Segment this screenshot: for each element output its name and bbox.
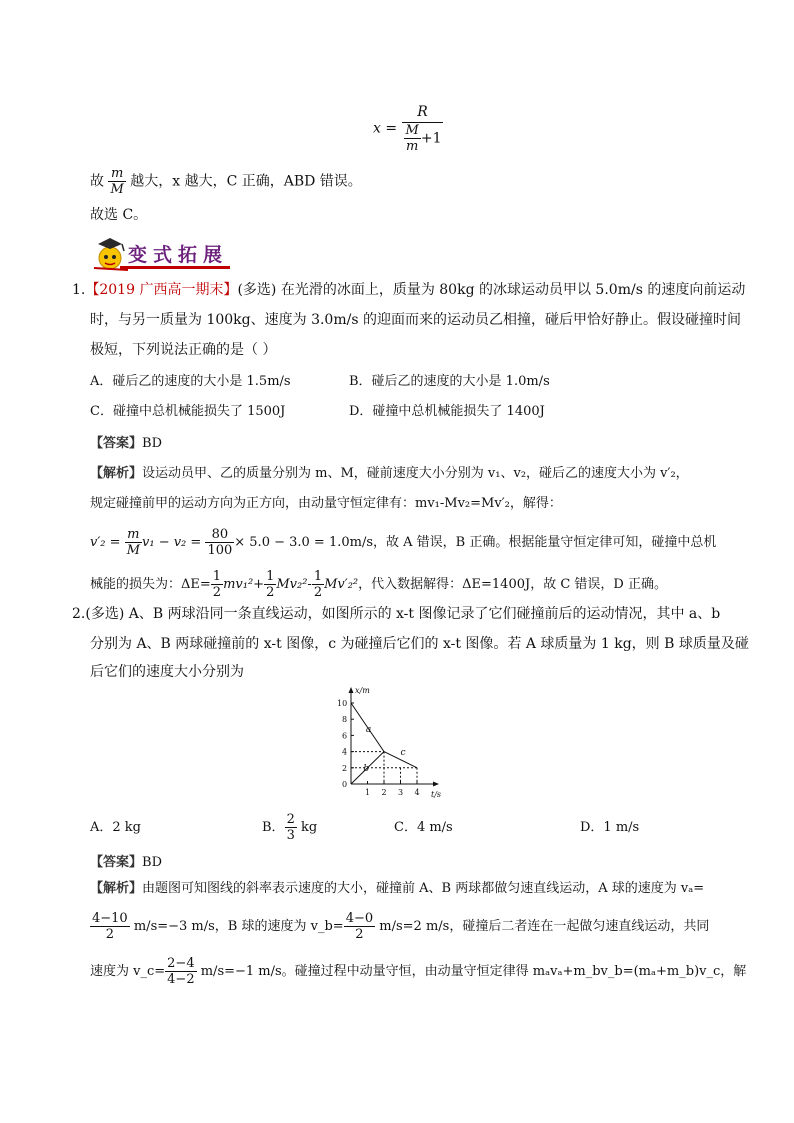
conclusion-frac-num: m bbox=[108, 166, 125, 182]
q1-analysis-line2: 规定碰撞前甲的运动方向为正方向，由动量守恒定律有：mv₁-Mv₂=Mv′₂，解得： bbox=[90, 496, 562, 511]
y-tick-label: 10 bbox=[337, 699, 348, 708]
q2-vb-fraction bbox=[344, 911, 375, 942]
formula-numerator: R bbox=[402, 103, 444, 123]
q1-option-b: B．碰后乙的速度的大小是 1.0m/s bbox=[349, 374, 550, 389]
q1-analysis-label: 【解析】 bbox=[90, 466, 143, 481]
q2-va-den: 2 bbox=[105, 927, 114, 942]
q2-optb-prefix: B． bbox=[262, 820, 285, 835]
q2-line2: 分别为 A、B 两球碰撞前的 x-t 图像，c 为碰撞后它们的 x-t 图像。若 A 球质量为 1 kg，则 B 球质量及碰 bbox=[90, 636, 749, 652]
half-den: 2 bbox=[266, 585, 275, 600]
series-label-c: c bbox=[400, 747, 406, 758]
q2-analysis-text3: m/s=2 m/s，碰撞后二者连在一起做匀速直线运动，共同 bbox=[379, 919, 710, 934]
q2-vb-num: 4−0 bbox=[345, 911, 374, 926]
q1-eq-tail: ，故 A 错误，B 正确。根据能量守恒定律可知，碰撞中总机 bbox=[373, 535, 717, 550]
q2-number: 2. bbox=[72, 606, 86, 622]
formula-inner-fraction bbox=[404, 123, 421, 154]
q2-analysis-text2: m/s=−3 m/s，B 球的速度为 v_b= bbox=[133, 919, 344, 934]
conclusion-rest: 越大，x 越大，C 正确，ABD 错误。 bbox=[130, 173, 362, 190]
y-tick-label: 4 bbox=[342, 747, 348, 757]
conclusion-line bbox=[90, 166, 362, 197]
y-axis-label: x/m bbox=[355, 686, 370, 695]
q1-half-3 bbox=[312, 569, 324, 600]
conclusion-frac-den: M bbox=[110, 182, 124, 197]
q1-eq-frac2 bbox=[205, 527, 234, 558]
q1-frac2-num: 80 bbox=[205, 527, 234, 543]
y-tick-label: 0 bbox=[342, 780, 348, 789]
q2-analysis-text4: m/s=−1 m/s。碰撞过程中动量守恒，由动量守恒定律得 mₐvₐ+m_bv_b=(mₐ+m_b)v_c，解 bbox=[200, 964, 747, 979]
x-tick-label: 4 bbox=[414, 788, 420, 797]
series-label-b: b bbox=[363, 764, 370, 775]
q1-number: 1. bbox=[72, 282, 86, 298]
y-tick-label: 8 bbox=[342, 715, 348, 725]
q2-vc-head: 速度为 v_c= bbox=[90, 964, 166, 979]
y-axis-arrow bbox=[349, 687, 354, 693]
inner-den: m bbox=[406, 139, 419, 154]
x-tick-label: 2 bbox=[381, 788, 387, 797]
x-axis-label: t/s bbox=[431, 790, 442, 799]
q1-analysis-text1: 设运动员甲、乙的质量分别为 m、M，碰前速度大小分别为 v₁、v₂，碰后乙的速度大小为 v′₂， bbox=[142, 466, 689, 481]
half-num: 1 bbox=[212, 569, 222, 584]
inner-num: M bbox=[405, 123, 419, 138]
formula-top bbox=[373, 103, 443, 154]
x-tick-label: 1 bbox=[365, 788, 371, 797]
q2-analysis-label: 【解析】 bbox=[90, 881, 143, 896]
q1-energy-head: 械能的损失为：ΔE= bbox=[90, 577, 211, 592]
q2-text1: (多选) A、B 两球沿同一条直线运动，如图所示的 x-t 图像记录了它们碰撞前后的运动情况，其中 a、b bbox=[85, 606, 721, 622]
q1-option-d: D．碰撞中总机械能损失了 1400J bbox=[349, 404, 545, 419]
q1-frac1-den: M bbox=[126, 543, 140, 558]
q2-va-fraction bbox=[90, 911, 130, 942]
banner-title: 变式拓展 bbox=[128, 244, 229, 266]
conclusion-prefix: 故 bbox=[90, 173, 104, 190]
y-tick-label: 2 bbox=[342, 763, 348, 773]
half-den: 2 bbox=[313, 585, 323, 600]
q2-line1 bbox=[72, 604, 720, 624]
q1-frac1-num: m bbox=[125, 527, 142, 543]
formula-lhs: x = bbox=[373, 120, 398, 137]
series-label-a: a bbox=[365, 725, 372, 736]
q2-optb-unit: kg bbox=[300, 820, 318, 835]
q1-term2: Mv₂²- bbox=[276, 577, 312, 592]
q1-energy-tail: ，代入数据解得：ΔE=1400J，故 C 错误，D 正确。 bbox=[358, 577, 667, 592]
q1-option-a: A．碰后乙的速度的大小是 1.5m/s bbox=[90, 374, 291, 389]
section-banner bbox=[90, 234, 230, 272]
q2-optb-fraction bbox=[285, 812, 297, 843]
q1-half-2 bbox=[264, 569, 276, 600]
q2-vc-num: 2−4 bbox=[167, 956, 195, 971]
q1-eq-rest: × 5.0 − 3.0 = 1.0m/s bbox=[234, 535, 374, 550]
select-line: 故选 C。 bbox=[90, 207, 148, 223]
q1-term3: Mv′₂² bbox=[324, 577, 359, 592]
q1-answer-value: BD bbox=[142, 436, 162, 451]
q1-analysis-line3 bbox=[90, 527, 716, 558]
q1-line1 bbox=[72, 280, 745, 300]
q1-eq-frac1 bbox=[125, 527, 142, 558]
q2-analysis-line3 bbox=[90, 956, 746, 987]
q1-analysis-line4 bbox=[90, 569, 667, 600]
q2-analysis-line2 bbox=[90, 911, 709, 942]
q2-optb-num: 2 bbox=[286, 812, 295, 827]
xt-chart bbox=[325, 684, 465, 802]
q2-vc-den: 4−2 bbox=[167, 972, 195, 987]
conclusion-fraction bbox=[108, 166, 125, 197]
q1-eq-mid: v₁ − v₂ = bbox=[142, 535, 202, 550]
half-num: 1 bbox=[313, 569, 323, 584]
q2-vc-fraction bbox=[165, 956, 196, 987]
banner-underline bbox=[120, 266, 230, 269]
formula-plus-one: +1 bbox=[420, 130, 442, 147]
q2-option-c: C．4 m/s bbox=[394, 820, 453, 835]
q2-analysis-line1 bbox=[90, 879, 704, 899]
q1-frac2-den: 100 bbox=[207, 543, 233, 558]
q2-line3: 后它们的速度大小分别为 bbox=[90, 664, 244, 680]
q1-term1: mv₁²+ bbox=[223, 577, 265, 592]
q1-answer-label: 【答案】 bbox=[90, 436, 143, 451]
q2-vb-den: 2 bbox=[355, 927, 364, 942]
formula-fraction bbox=[402, 103, 444, 154]
q2-va-num: 4−10 bbox=[92, 911, 128, 926]
q2-optb-den: 3 bbox=[286, 828, 295, 843]
q2-analysis-text1: 由题图可知图线的斜率表示速度的大小，碰撞前 A、B 两球都做匀速直线运动，A 球的速度为 vₐ= bbox=[142, 881, 705, 896]
q1-analysis-line1 bbox=[90, 464, 689, 484]
q1-source: 【2019 广西高一期末】 bbox=[85, 282, 238, 298]
q2-answer-value: BD bbox=[142, 855, 162, 870]
x-tick-label: 3 bbox=[398, 788, 404, 797]
q2-option-a: A．2 kg bbox=[90, 820, 141, 835]
x-axis-arrow bbox=[433, 782, 439, 787]
q1-answer bbox=[90, 434, 162, 454]
q1-line2: 时，与另一质量为 100kg、速度为 3.0m/s 的迎面而来的运动员乙相撞，碰后甲恰好静止。假设碰撞时间 bbox=[90, 312, 741, 328]
q1-eq-lhs: v′₂ = bbox=[90, 535, 121, 550]
q1-line3: 极短，下列说法正确的是（ ） bbox=[90, 342, 277, 358]
half-num: 1 bbox=[266, 569, 275, 584]
q2-option-b bbox=[262, 812, 317, 843]
half-den: 2 bbox=[212, 585, 222, 600]
q1-half-1 bbox=[211, 569, 223, 600]
q1-option-c: C．碰撞中总机械能损失了 1500J bbox=[90, 404, 286, 419]
y-tick-label: 6 bbox=[342, 731, 348, 741]
q2-answer bbox=[90, 853, 162, 873]
q2-option-d: D．1 m/s bbox=[580, 820, 640, 835]
q2-answer-label: 【答案】 bbox=[90, 855, 143, 870]
q1-text1: (多选) 在光滑的冰面上，质量为 80kg 的冰球运动员甲以 5.0m/s 的速度向前运动 bbox=[237, 282, 746, 298]
